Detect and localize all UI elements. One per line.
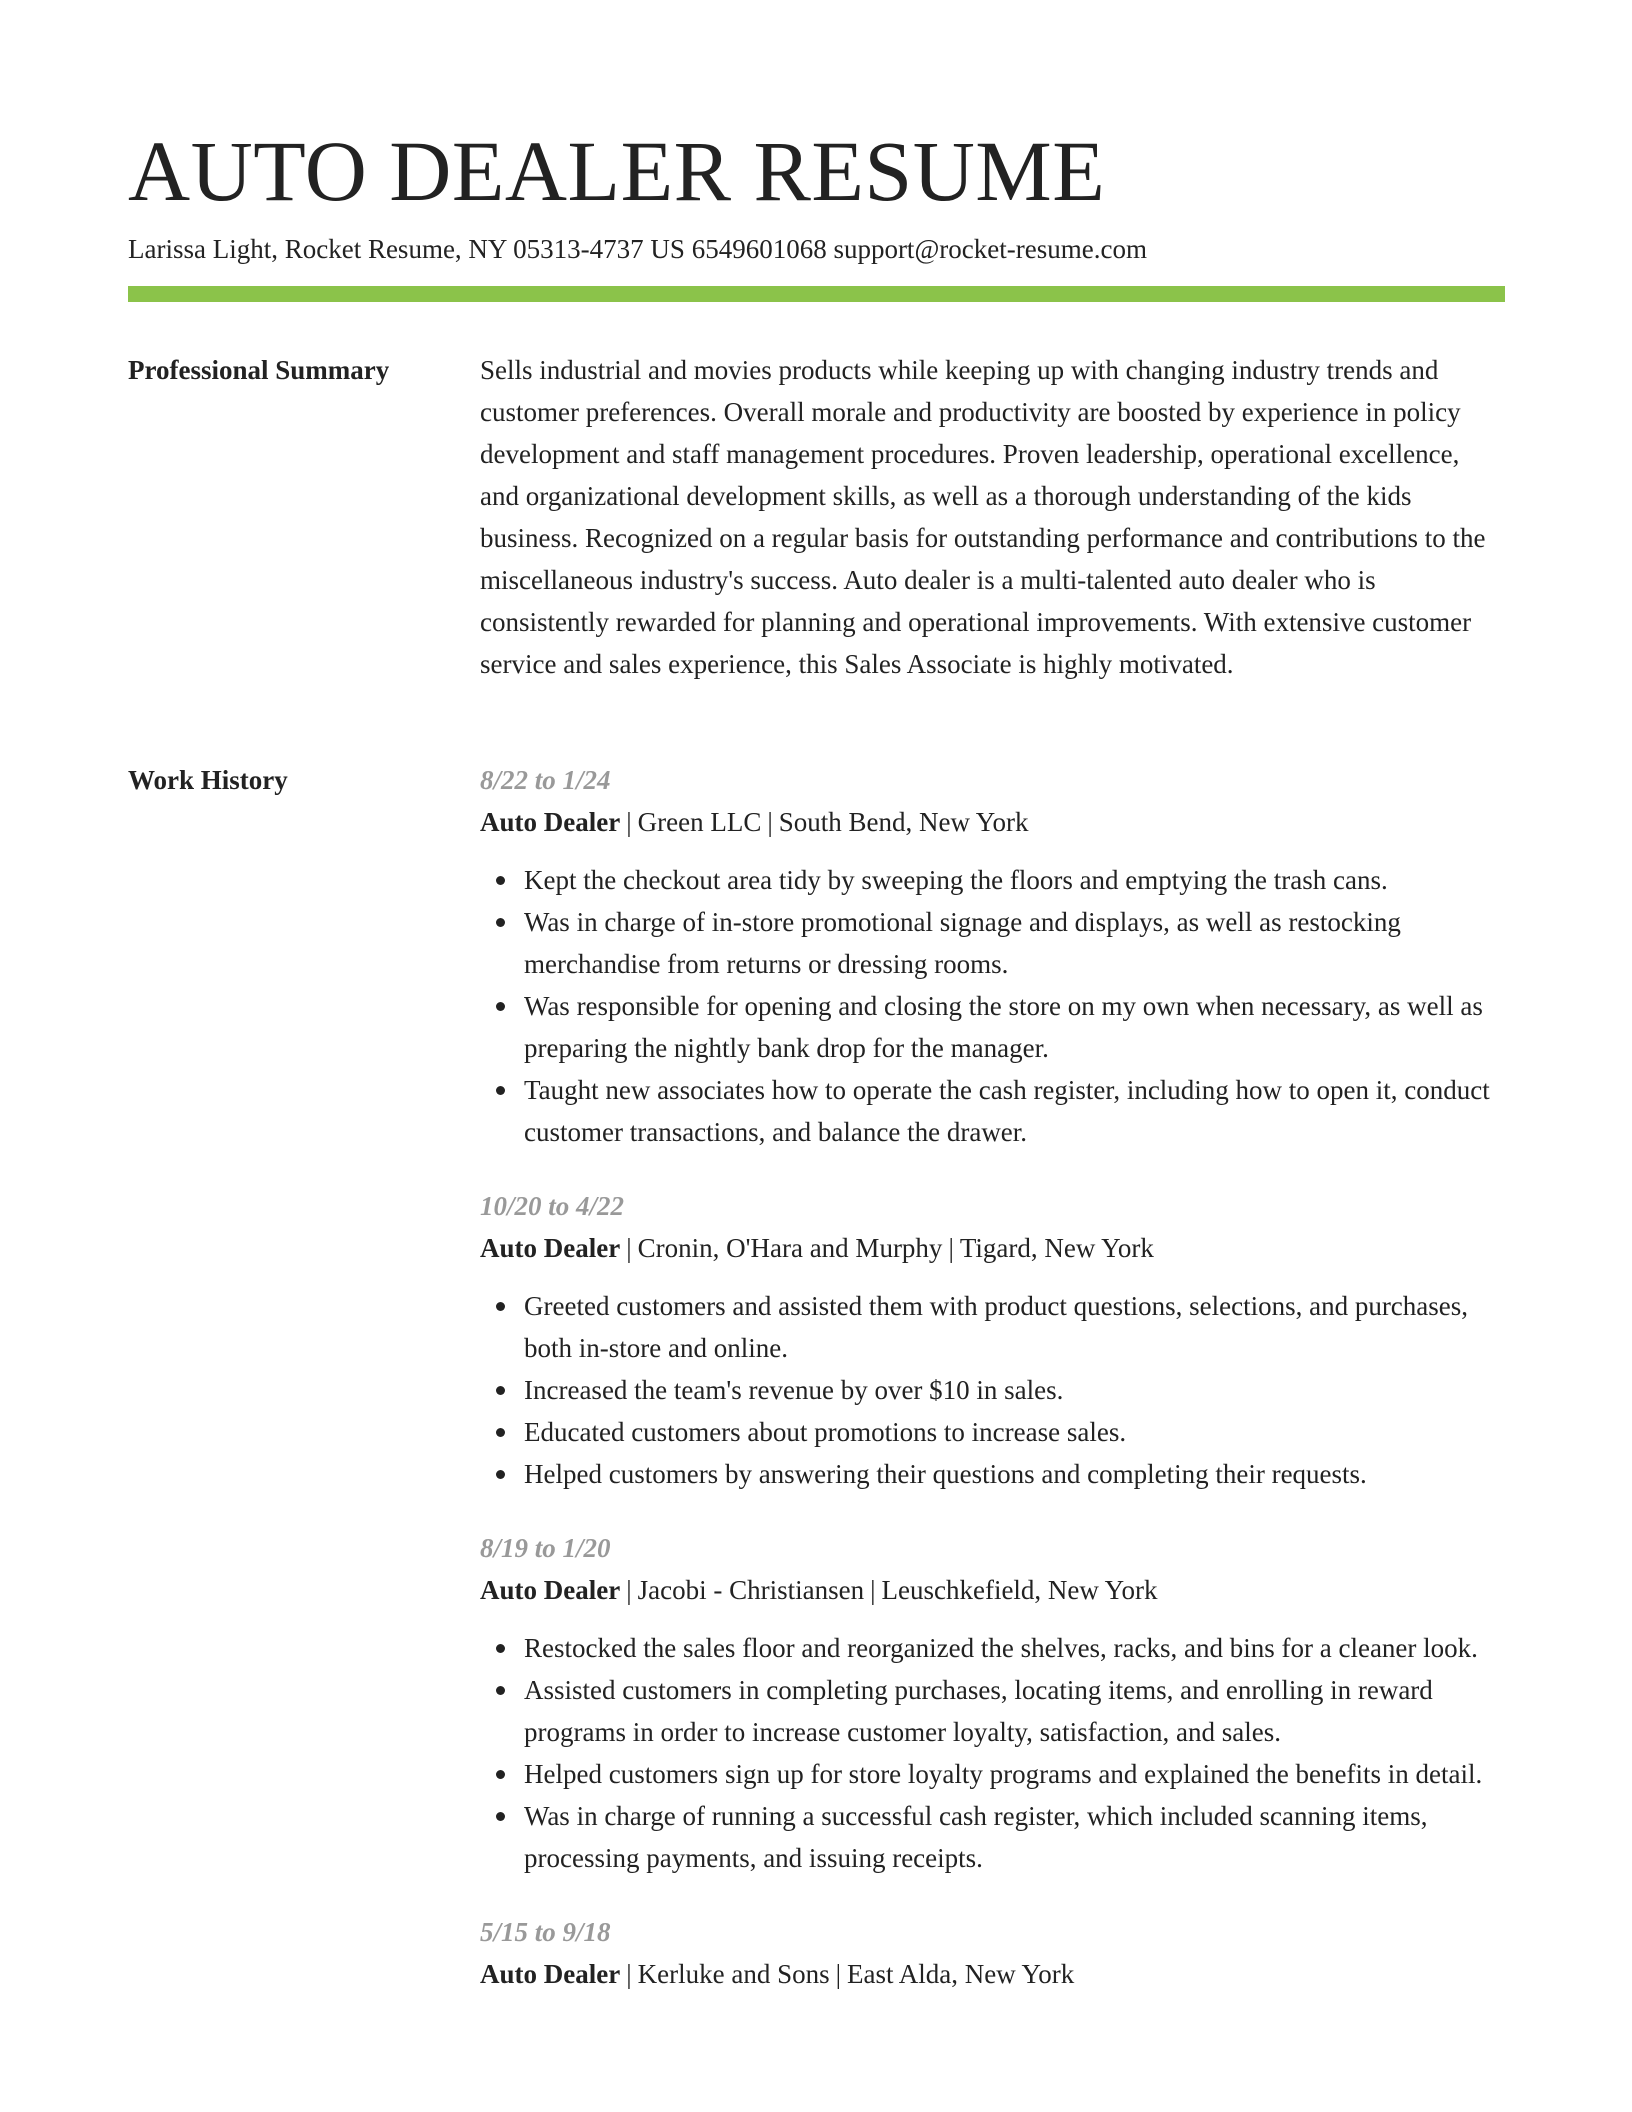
job-location: East Alda, New York <box>847 1959 1075 1989</box>
job-dates: 8/22 to 1/24 <box>480 765 611 795</box>
duty-item: Was in charge of in-store promotional signage and displays, as well as restocking merchandise from returns or dressing rooms. <box>524 901 1505 985</box>
job-role: Auto Dealer <box>480 1233 621 1263</box>
job-location: Leuschkefield, New York <box>881 1575 1158 1605</box>
job-title-line: Auto Dealer | Kerluke and Sons | East Alda, New York <box>480 1959 1075 1989</box>
job-title-line: Auto Dealer | Jacobi - Christiansen | Leuschkefield, New York <box>480 1575 1158 1605</box>
duty-item: Was in charge of running a successful cash register, which included scanning items, processing payments, and issuing receipts. <box>524 1795 1505 1879</box>
duty-item: Kept the checkout area tidy by sweeping the floors and emptying the trash cans. <box>524 859 1505 901</box>
duty-item: Greeted customers and assisted them with product questions, selections, and purchases, both in-store and online. <box>524 1285 1505 1369</box>
contact-phone: 6549601068 <box>691 234 827 264</box>
job-role: Auto Dealer <box>480 1575 621 1605</box>
duty-item: Helped customers sign up for store loyalty programs and explained the benefits in detail. <box>524 1753 1505 1795</box>
job-title-line: Auto Dealer | Green LLC | South Bend, New York <box>480 807 1029 837</box>
job-entry <box>480 1185 1505 1495</box>
duty-item: Helped customers by answering their questions and completing their requests. <box>524 1453 1505 1495</box>
job-dates: 10/20 to 4/22 <box>480 1191 625 1221</box>
duty-item: Educated customers about promotions to increase sales. <box>524 1411 1505 1453</box>
job-company: Cronin, O'Hara and Murphy <box>637 1233 943 1263</box>
contact-email: support@rocket-resume.com <box>833 234 1147 264</box>
work-history-heading: Work History <box>128 765 288 795</box>
summary-text: Sells industrial and movies products while keeping up with changing industry trends and customer preferences. Overall morale and productivity are boosted by experience in policy development and staff management procedures. Proven leadership, operational excellence, and organizational development skills, as well as a thorough understanding of the kids business. Recognized on a regular basis for outstanding performance and contributions to the miscellaneous industry's success. Auto dealer is a multi-talented auto dealer who is consistently rewarded for planning and operational improvements. With extensive customer service and sales experience, this Sales Associate is highly motivated. <box>480 355 1486 679</box>
job-role: Auto Dealer <box>480 1959 621 1989</box>
summary-body <box>480 349 1505 685</box>
job-company: Kerluke and Sons <box>637 1959 830 1989</box>
duty-item: Was responsible for opening and closing the store on my own when necessary, as well as preparing the nightly bank drop for the manager. <box>524 985 1505 1069</box>
job-company: Jacobi - Christiansen <box>637 1575 865 1605</box>
job-role: Auto Dealer <box>480 807 621 837</box>
work-history-body <box>480 759 1505 2027</box>
duty-item: Taught new associates how to operate the cash register, including how to open it, conduct customer transactions, and balance the drawer. <box>524 1069 1505 1153</box>
contact-name-address: Larissa Light, Rocket Resume, NY 05313-4737 US <box>128 234 685 264</box>
summary-heading: Professional Summary <box>128 355 390 385</box>
job-dates: 8/19 to 1/20 <box>480 1533 611 1563</box>
header-divider <box>128 286 1505 302</box>
job-company: Green LLC <box>637 807 762 837</box>
job-location: South Bend, New York <box>778 807 1029 837</box>
job-entry <box>480 1911 1505 1995</box>
resume-title: AUTO DEALER RESUME <box>128 123 1106 219</box>
job-entry <box>480 1527 1505 1879</box>
contact-line <box>128 230 1147 268</box>
job-duties <box>480 1627 1505 1879</box>
job-entry <box>480 759 1505 1153</box>
duty-item: Increased the team's revenue by over $10 in sales. <box>524 1369 1505 1411</box>
job-dates: 5/15 to 9/18 <box>480 1917 611 1947</box>
job-title-line: Auto Dealer | Cronin, O'Hara and Murphy | Tigard, New York <box>480 1233 1154 1263</box>
job-location: Tigard, New York <box>959 1233 1154 1263</box>
job-duties <box>480 859 1505 1153</box>
duty-item: Restocked the sales floor and reorganized the shelves, racks, and bins for a cleaner look. <box>524 1627 1505 1669</box>
job-duties <box>480 1285 1505 1495</box>
duty-item: Assisted customers in completing purchases, locating items, and enrolling in reward programs in order to increase customer loyalty, satisfaction, and sales. <box>524 1669 1505 1753</box>
